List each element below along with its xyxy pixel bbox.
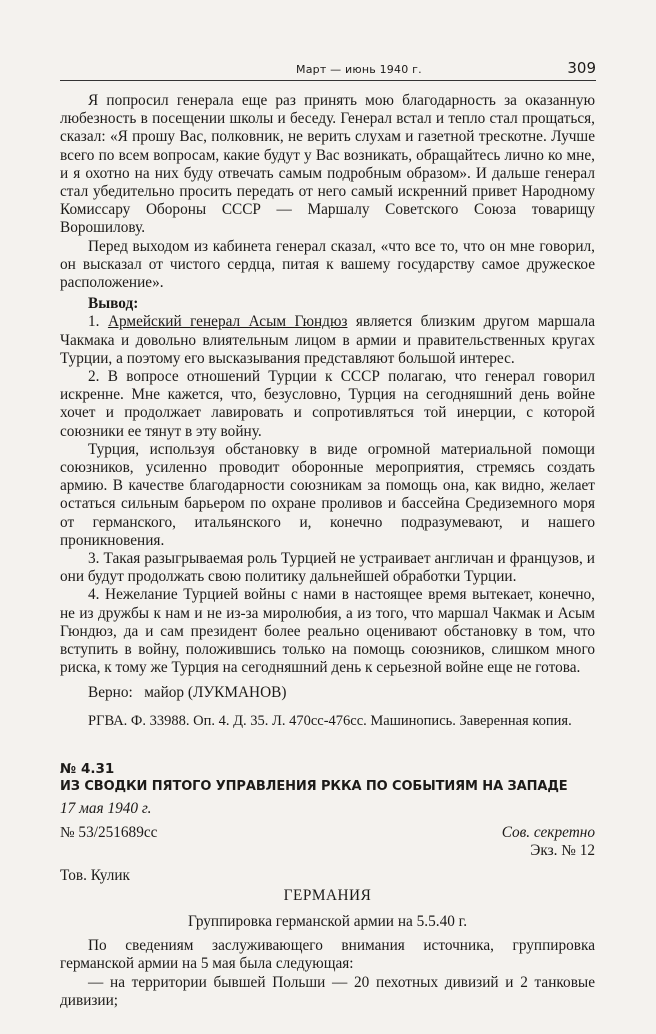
secrecy-stamp: Сов. секретно	[501, 824, 595, 842]
paragraph: По сведениям заслуживающего внимания источника, группировка германской армии на 5 мая была следующая:	[60, 937, 595, 973]
item-text: является близким другом маршала Чакмака и довольно влиятельным лицом в армии и правительственных кругах Турции, а поэтому его высказывания представляют большой интерес.	[60, 313, 595, 367]
running-title: Март — июнь 1940 г.	[296, 63, 422, 76]
conclusion-item-4: 4. Нежелание Турцией войны с нами в настоящее время вытекает, конечно, не из дружбы к нам и не из-за миролюбия, а из того, что маршал Чакмак и Асым Гюндюз, да и сам президент более реально оценивают обстановку в том, что вступить в войну, положившись только на помощь союзников, слишком много риска, к тому же Турция на сегодняшний день к серьезной войне еще не готова.	[60, 586, 595, 677]
page-body	[60, 92, 595, 1010]
archive-source: РГВА. Ф. 33988. Оп. 4. Д. 35. Л. 470сс-476сс. Машинопись. Заверенная копия.	[88, 712, 572, 729]
page-header	[60, 58, 596, 81]
registration-number: № 53/251689сс	[60, 824, 158, 842]
conclusion-item-3: 3. Такая разыгрываемая роль Турцией не устраивает англичан и французов, и они будут продолжать свою политику дальнейшей обработки Турции.	[60, 550, 595, 586]
document-number: № 4.31	[60, 760, 115, 777]
underlined-name: Армейский генерал Асым Гюндюз	[107, 313, 348, 331]
page-number: 309	[567, 59, 596, 77]
conclusion-heading: Вывод:	[88, 295, 139, 313]
section-subheading: Группировка германской армии на 5.5.40 г.	[187, 912, 468, 930]
conclusion-item-1	[60, 313, 595, 368]
conclusion-item-2: 2. В вопросе отношений Турции к СССР полагаю, что генерал говорил искренне. Мне кажется, что, безусловно, Турция на сегодняшний день войне хочет и продолжает лавировать и сопротивляться той инерции, с которой союзники ее тянут в эту войну.	[60, 368, 595, 440]
item-number: 1.	[88, 313, 108, 331]
copy-number: Экз. № 12	[530, 842, 595, 860]
conclusion-item-2b: Турция, используя обстановку в виде огромной материальной помощи союзников, усиленно проводит оборонные мероприятия, стремясь создать армию. В качестве благодарности союзникам за помощь она, как видно, желает остаться сильным барьером по охране проливов и бассейна Средиземного моря от германского, итальянского и, конечно подразумевают, и нашего проникновения.	[60, 440, 595, 549]
document-title: ИЗ СВОДКИ ПЯТОГО УПРАВЛЕНИЯ РККА ПО СОБЫТИЯМ НА ЗАПАДЕ	[60, 778, 568, 794]
addressee: Тов. Кулик	[60, 866, 130, 884]
section-country: ГЕРМАНИЯ	[283, 886, 372, 904]
document-date: 17 мая 1940 г.	[60, 799, 152, 817]
paragraph: Перед выходом из кабинета генерал сказал, «что все то, что он мне говорил, он высказал от чистого сердца, питая к вашему государству самое дружеское расположение».	[60, 237, 595, 292]
paragraph: Я попросил генерала еще раз принять мою благодарность за оказанную любезность в посещении школы и беседу. Генерал встал и тепло стал прощаться, сказал: «Я прошу Вас, полковник, не верить слухам и газетной трескотне. Лучше всего по всем вопросам, какие будут у Вас возникать, обращайтесь лично ко мне, и я охотно на них буду отвечать самым подробным образом». И дальше генерал стал убедительно просить передать от него самый искренний привет Народному Комиссару Обороны СССР — Маршалу Советского Союза товарищу Ворошилову.	[60, 92, 595, 237]
paragraph: — на территории бывшей Польши — 20 пехотных дивизий и 2 танковые дивизии;	[60, 973, 595, 1009]
signature: Верно: майор (ЛУКМАНОВ)	[88, 683, 287, 701]
registration-row	[60, 824, 595, 842]
